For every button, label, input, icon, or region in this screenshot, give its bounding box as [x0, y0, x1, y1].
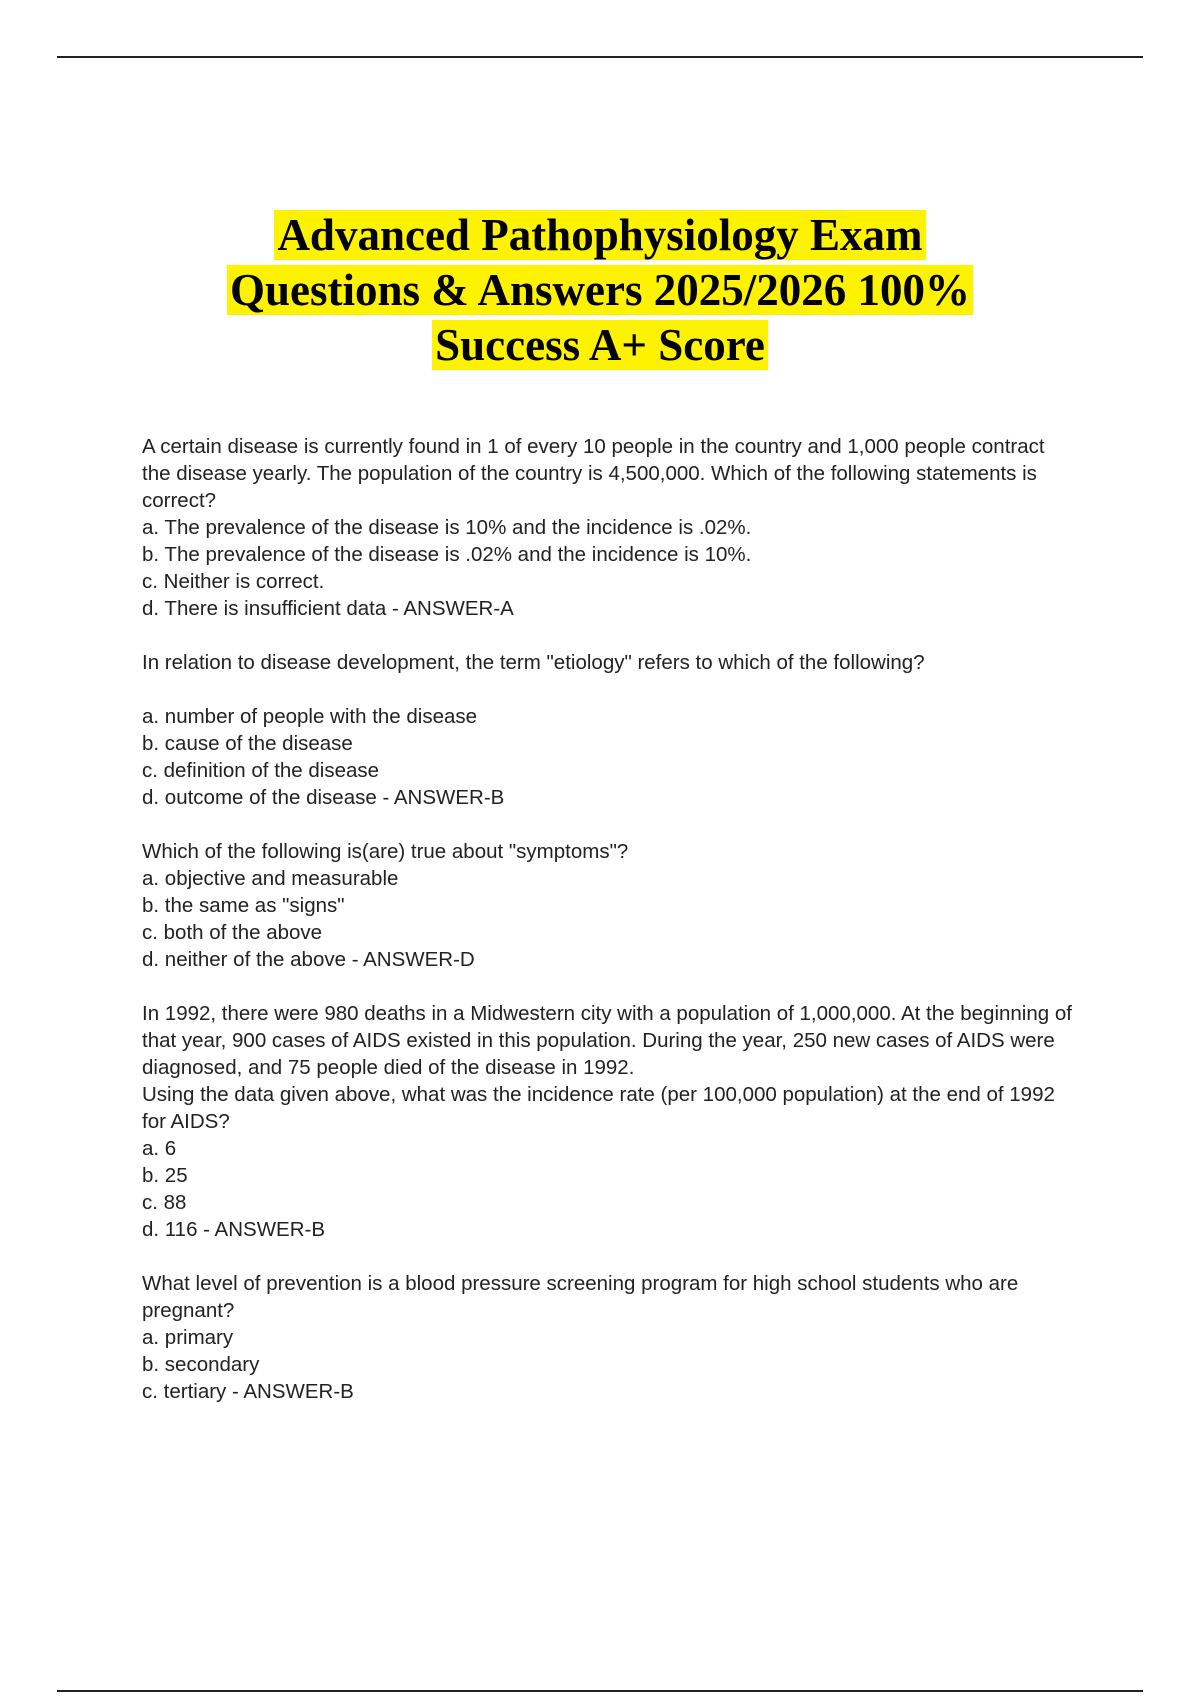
answer-option: c. both of the above [142, 921, 323, 944]
bottom-rule [57, 1690, 1143, 1692]
question-5 [142, 1270, 1077, 1405]
question-stem: Which of the following is(are) true about "symptoms"? [142, 840, 629, 863]
questions-list [142, 433, 1077, 1432]
answer-option: b. secondary [142, 1353, 260, 1376]
answer-option: b. The prevalence of the disease is .02% and the incidence is 10%. [142, 543, 752, 566]
answer-option: b. cause of the disease [142, 732, 353, 755]
spacer [142, 676, 1077, 703]
answer-option: a. number of people with the disease [142, 705, 478, 728]
top-rule [57, 56, 1143, 58]
question-stem: What level of prevention is a blood pressure screening program for high school students who are pregnant? [142, 1272, 1019, 1322]
answer-option: a. 6 [142, 1137, 177, 1160]
question-1 [142, 433, 1077, 622]
title-line-2: Questions & Answers 2025/2026 100% [0, 263, 1200, 318]
question-2 [142, 649, 1077, 811]
answer-option: d. There is insufficient data - ANSWER-A [142, 597, 514, 620]
answer-option: d. 116 - ANSWER-B [142, 1218, 326, 1241]
question-stem: In 1992, there were 980 deaths in a Midwestern city with a population of 1,000,000. At the beginning of that year, 900 cases of AIDS existed in this population. During the year, 250 new cases of AIDS were diagnosed, and 75 people died of the disease in 1992. [142, 1002, 1072, 1079]
question-stem-continued: Using the data given above, what was the incidence rate (per 100,000 population) at the end of 1992 for AIDS? [142, 1083, 1055, 1133]
answer-option: a. The prevalence of the disease is 10% and the incidence is .02%. [142, 516, 752, 539]
document-title [0, 208, 1200, 373]
answer-option: d. outcome of the disease - ANSWER-B [142, 786, 505, 809]
question-4 [142, 1000, 1077, 1243]
answer-option: c. 88 [142, 1191, 187, 1214]
answer-option: c. Neither is correct. [142, 570, 325, 593]
question-stem: In relation to disease development, the term "etiology" refers to which of the following? [142, 651, 925, 674]
title-line-1: Advanced Pathophysiology Exam [0, 208, 1200, 263]
answer-option: a. primary [142, 1326, 234, 1349]
question-stem: A certain disease is currently found in 1 of every 10 people in the country and 1,000 people contract the disease yearly. The population of the country is 4,500,000. Which of the following statements is correct? [142, 435, 1045, 512]
answer-option: c. tertiary - ANSWER-B [142, 1380, 354, 1403]
answer-option: d. neither of the above - ANSWER-D [142, 948, 475, 971]
answer-option: a. objective and measurable [142, 867, 399, 890]
answer-option: c. definition of the disease [142, 759, 380, 782]
answer-option: b. the same as "signs" [142, 894, 345, 917]
answer-option: b. 25 [142, 1164, 188, 1187]
title-line-3: Success A+ Score [0, 318, 1200, 373]
question-3 [142, 838, 1077, 973]
